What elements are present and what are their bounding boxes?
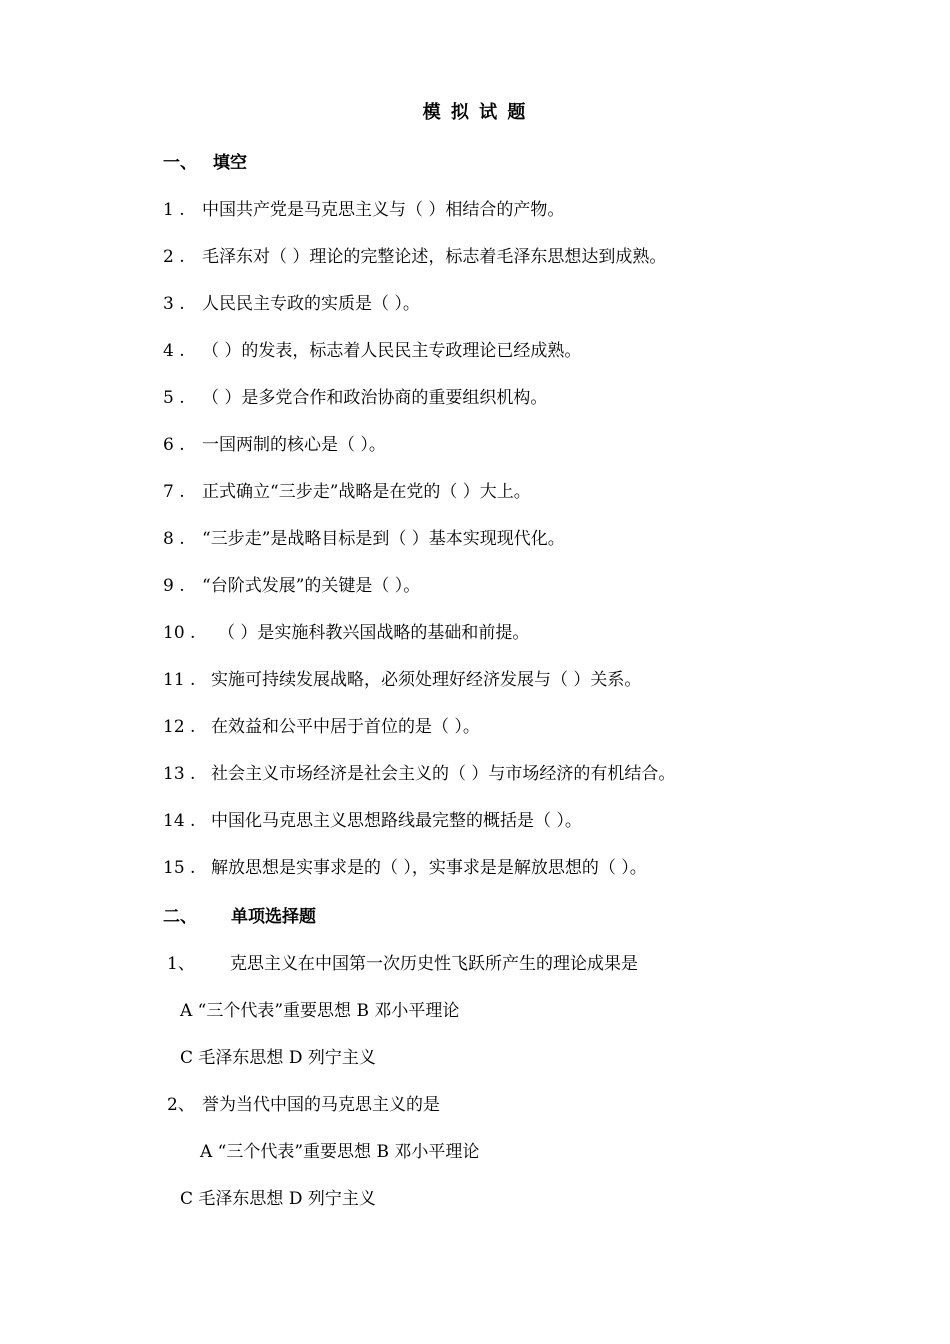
item-text: 毛泽东对（ ）理论的完整论述，标志着毛泽东思想达到成熟。 — [202, 247, 667, 267]
item-text: “台阶式发展”的关键是（ ）。 — [202, 576, 421, 596]
page-title: 模 拟 试 题 — [422, 102, 528, 123]
question-number: 1、 — [167, 954, 195, 974]
fill-in-item — [163, 806, 582, 831]
section-number: 二、 — [163, 907, 197, 927]
fill-in-item — [163, 289, 420, 314]
question-options: A “三个代表”重要思想 B 邓小平理论 — [180, 1001, 460, 1021]
item-number: 9 . — [163, 576, 185, 596]
question-text: 誉为当代中国的马克思主义的是 — [202, 1095, 440, 1115]
fill-in-item — [163, 759, 675, 784]
question-options: A “三个代表”重要思想 B 邓小平理论 — [200, 1142, 480, 1162]
fill-in-item — [163, 571, 420, 596]
fill-in-item — [163, 524, 565, 549]
fill-in-item — [163, 336, 581, 361]
question-options: C 毛泽东思想 D 列宁主义 — [180, 1189, 376, 1209]
fill-in-item — [163, 618, 529, 643]
item-number: 5 . — [163, 388, 185, 408]
item-text: 正式确立“三步走”战略是在党的（ ）大上。 — [202, 482, 531, 502]
item-number: 10 . — [163, 623, 196, 643]
section-title: 填空 — [213, 153, 247, 173]
question-options: C 毛泽东思想 D 列宁主义 — [180, 1048, 376, 1068]
item-text: 社会主义市场经济是社会主义的（ ）与市场经济的有机结合。 — [211, 764, 676, 784]
item-text: （ ）是实施科教兴国战略的基础和前提。 — [218, 623, 530, 643]
item-text: 一国两制的核心是（ ）。 — [202, 435, 386, 455]
fill-in-item — [163, 665, 641, 690]
fill-in-item — [163, 383, 547, 408]
item-number: 15 . — [163, 858, 196, 878]
question-number: 2、 — [167, 1095, 195, 1115]
item-number: 8 . — [163, 529, 185, 549]
item-number: 13 . — [163, 764, 196, 784]
item-text: 人民民主专政的实质是（ ）。 — [202, 294, 420, 314]
item-text: 实施可持续发展战略，必须处理好经济发展与（ ）关系。 — [211, 670, 642, 690]
fill-in-item — [163, 195, 564, 220]
item-number: 6 . — [163, 435, 185, 455]
fill-in-item — [163, 853, 647, 878]
fill-in-item — [163, 477, 531, 502]
question-text: 克思主义在中国第一次历史性飞跃所产生的理论成果是 — [230, 954, 638, 974]
section-number: 一、 — [163, 153, 197, 173]
question-stem — [167, 1090, 440, 1115]
section-heading-multiple-choice — [163, 902, 316, 927]
fill-in-item — [163, 430, 386, 455]
fill-in-item — [163, 712, 480, 737]
section-heading-fill-in — [163, 148, 247, 173]
item-text: （ ）是多党合作和政治协商的重要组织机构。 — [202, 388, 548, 408]
item-text: （ ）的发表，标志着人民民主专政理论已经成熟。 — [202, 341, 582, 361]
item-text: 中国化马克思主义思想路线最完整的概括是（ ）。 — [211, 811, 582, 831]
item-number: 1 . — [163, 200, 185, 220]
item-number: 4 . — [163, 341, 185, 361]
item-text: 解放思想是实事求是的（ ），实事求是是解放思想的（ ）。 — [211, 858, 647, 878]
item-text: “三步走”是战略目标是到（ ）基本实现现代化。 — [202, 529, 565, 549]
item-number: 7 . — [163, 482, 185, 502]
item-number: 11 . — [163, 670, 196, 690]
item-text: 在效益和公平中居于首位的是（ ）。 — [211, 717, 480, 737]
section-title: 单项选择题 — [231, 907, 316, 927]
item-number: 14 . — [163, 811, 196, 831]
item-text: 中国共产党是马克思主义与（ ）相结合的产物。 — [202, 200, 565, 220]
item-number: 2 . — [163, 247, 185, 267]
item-number: 3 . — [163, 294, 185, 314]
fill-in-item — [163, 242, 666, 267]
question-stem — [167, 949, 638, 974]
item-number: 12 . — [163, 717, 196, 737]
